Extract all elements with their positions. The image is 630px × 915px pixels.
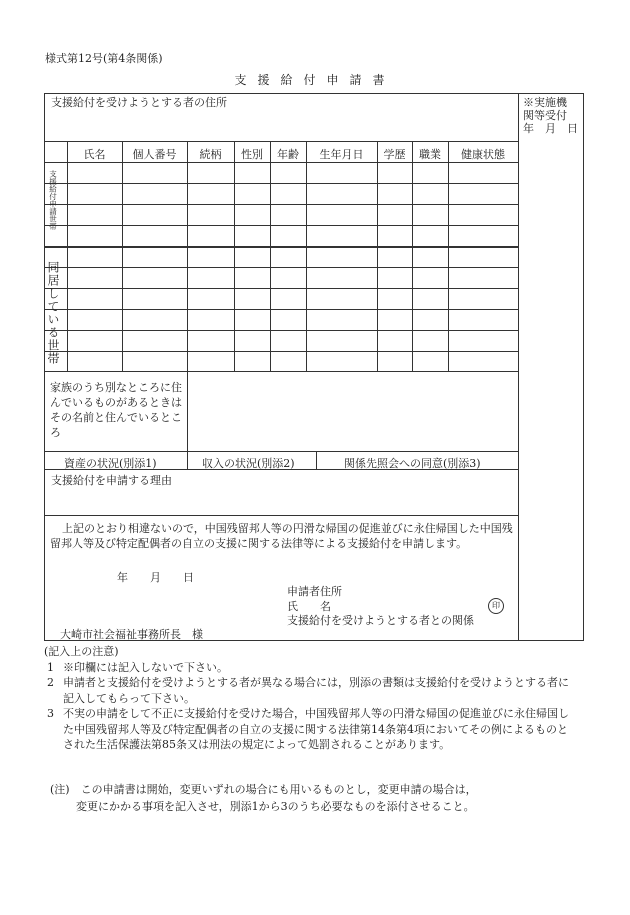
entry-notes bbox=[44, 644, 574, 753]
applicant-household-cell[interactable] bbox=[271, 184, 306, 204]
applicant-household-cell[interactable] bbox=[271, 163, 306, 183]
cohabiting-household-cell[interactable] bbox=[123, 247, 187, 267]
column-header: 学歴 bbox=[383, 148, 406, 161]
cohabiting-household-cell[interactable] bbox=[235, 352, 270, 371]
cohabiting-household-cell[interactable] bbox=[413, 352, 448, 371]
remark-line: (注) この申請書は開始，変更いずれの場合にも用いるものとし，変更申請の場合は， bbox=[50, 783, 477, 796]
cohabiting-household-cell[interactable] bbox=[413, 247, 448, 267]
applicant-household-cell[interactable] bbox=[449, 163, 518, 183]
status-consent: 関係先照会への同意(別添3) bbox=[344, 457, 481, 470]
cohabiting-household-cell[interactable] bbox=[449, 352, 518, 371]
status-assets: 資産の状況(別添1) bbox=[64, 457, 157, 470]
applicant-household-cell[interactable] bbox=[123, 226, 187, 246]
remark bbox=[50, 781, 580, 815]
document-title: 支援給付申請書 bbox=[234, 73, 396, 87]
recipient-line: 大崎市社会福祉事務所長 様 bbox=[60, 628, 203, 641]
applicant-household-cell[interactable] bbox=[188, 184, 234, 204]
cohabiting-household-cell[interactable] bbox=[307, 247, 377, 267]
cohabiting-household-cell[interactable] bbox=[68, 331, 122, 351]
applicant-name-label: 氏 名 bbox=[287, 600, 331, 613]
notes-heading: (記入上の注意) bbox=[44, 645, 119, 658]
applicant-household-cell[interactable] bbox=[449, 205, 518, 225]
cohabiting-household-cell[interactable] bbox=[123, 352, 187, 371]
cohabiting-household-cell[interactable] bbox=[378, 289, 412, 309]
applicant-household-cell[interactable] bbox=[235, 226, 270, 246]
reception-line: ※実施機 bbox=[523, 96, 567, 109]
applicant-household-cell[interactable] bbox=[123, 163, 187, 183]
applicant-household-cell[interactable] bbox=[378, 184, 412, 204]
cohabiting-household-cell[interactable] bbox=[123, 289, 187, 309]
applicant-household-cell[interactable] bbox=[188, 226, 234, 246]
cohabiting-household-cell[interactable] bbox=[68, 352, 122, 371]
note-number: 1 bbox=[47, 660, 54, 674]
column-header: 年齢 bbox=[277, 148, 299, 161]
column-header: 性別 bbox=[241, 148, 263, 161]
column-header: 個人番号 bbox=[132, 148, 177, 161]
applicant-household-cell[interactable] bbox=[307, 184, 377, 204]
applicant-household-cell[interactable] bbox=[413, 163, 448, 183]
cohabiting-household-cell[interactable] bbox=[307, 268, 377, 288]
applicant-household-cell[interactable] bbox=[413, 205, 448, 225]
applicant-address-label: 申請者住所 bbox=[287, 585, 342, 598]
seal-mark-icon: 印 bbox=[488, 598, 504, 614]
applicant-relation-label: 支援給付を受けようとする者との関係 bbox=[287, 614, 474, 627]
cohabiting-household-cell[interactable] bbox=[123, 331, 187, 351]
cohabiting-household-cell[interactable] bbox=[235, 289, 270, 309]
cohabiting-household-cell[interactable] bbox=[378, 268, 412, 288]
cohabiting-household-cell[interactable] bbox=[235, 310, 270, 330]
column-header: 職業 bbox=[419, 148, 441, 161]
applicant-household-cell[interactable] bbox=[235, 163, 270, 183]
applicant-household-cell[interactable] bbox=[378, 205, 412, 225]
rule bbox=[44, 515, 519, 516]
cohabiting-household-cell[interactable] bbox=[188, 289, 234, 309]
applicant-household-cell[interactable] bbox=[235, 205, 270, 225]
rule bbox=[187, 451, 188, 469]
cohabiting-household-cell[interactable] bbox=[378, 352, 412, 371]
column-header: 健康状態 bbox=[461, 148, 505, 161]
cohabiting-household-cell[interactable] bbox=[378, 247, 412, 267]
group-label-cohabiting-household: 同居している世帯 bbox=[46, 261, 60, 365]
applicant-household-cell[interactable] bbox=[378, 163, 412, 183]
column-header: 氏名 bbox=[83, 148, 106, 161]
cohabiting-household-cell[interactable] bbox=[68, 310, 122, 330]
cohabiting-household-cell[interactable] bbox=[123, 310, 187, 330]
cohabiting-household-cell[interactable] bbox=[271, 331, 306, 351]
cohabiting-household-cell[interactable] bbox=[68, 247, 122, 267]
note-number: 2 bbox=[47, 676, 54, 689]
declaration-text: 上記のとおり相違ないので，中国残留邦人等の円滑な帰国の促進並びに永住帰国した中国残留邦人等及び特定配偶者の自立の支援に関する法律等による支援給付を申請します。 bbox=[50, 522, 513, 550]
group-label-applicant-household: 支援給付申請世帯 bbox=[48, 170, 58, 230]
applicant-household-cell[interactable] bbox=[449, 184, 518, 204]
cohabiting-household-cell[interactable] bbox=[235, 331, 270, 351]
note-number: 3 bbox=[47, 707, 54, 720]
note-text: 不実の申請をして不正に支援給付を受けた場合，中国残留邦人等の円滑な帰国の促進並びに永住帰国した中国残留邦人等及び特定配偶者の自立の支援に関する法律第14条第4項においてその例によるものとされた生活保護法第85条又は刑法の規定によって処罰されることがあります。 bbox=[63, 707, 569, 751]
applicant-household-cell[interactable] bbox=[188, 205, 234, 225]
applicant-household-cell[interactable] bbox=[413, 184, 448, 204]
applicant-household-cell[interactable] bbox=[235, 184, 270, 204]
cohabiting-household-cell[interactable] bbox=[235, 247, 270, 267]
applicant-household-cell[interactable] bbox=[307, 226, 377, 246]
cohabiting-household-cell[interactable] bbox=[413, 331, 448, 351]
cohabiting-household-cell[interactable] bbox=[188, 352, 234, 371]
cohabiting-household-cell[interactable] bbox=[413, 310, 448, 330]
cohabiting-household-cell[interactable] bbox=[413, 268, 448, 288]
cohabiting-household-cell[interactable] bbox=[235, 268, 270, 288]
applicant-household-cell[interactable] bbox=[307, 205, 377, 225]
column-header: 続柄 bbox=[199, 148, 222, 161]
cohabiting-household-cell[interactable] bbox=[449, 268, 518, 288]
applicant-household-cell[interactable] bbox=[123, 184, 187, 204]
cohabiting-household-cell[interactable] bbox=[449, 289, 518, 309]
cohabiting-household-cell[interactable] bbox=[378, 331, 412, 351]
cohabiting-household-cell[interactable] bbox=[68, 289, 122, 309]
rule bbox=[44, 371, 519, 372]
applicant-household-cell[interactable] bbox=[378, 226, 412, 246]
reception-stamp-label bbox=[523, 96, 585, 135]
cohabiting-household-cell[interactable] bbox=[449, 310, 518, 330]
remark-line: 変更にかかる事項を記入させ，別添1から3のうち必要なものを添付させること。 bbox=[76, 800, 475, 813]
reception-line: 年 月 日 bbox=[523, 122, 578, 135]
cohabiting-household-cell[interactable] bbox=[123, 268, 187, 288]
reason-label: 支援給付を申請する理由 bbox=[51, 474, 172, 487]
cohabiting-household-cell[interactable] bbox=[413, 289, 448, 309]
cohabiting-household-cell[interactable] bbox=[188, 268, 234, 288]
reception-line: 関等受付 bbox=[523, 109, 567, 122]
rule bbox=[316, 451, 317, 469]
cohabiting-household-cell[interactable] bbox=[449, 331, 518, 351]
form-number: 様式第12号(第4条関係) bbox=[45, 52, 163, 65]
cohabiting-household-cell[interactable] bbox=[188, 310, 234, 330]
cohabiting-household-cell[interactable] bbox=[378, 310, 412, 330]
note-text: ※印欄には記入しないで下さい。 bbox=[63, 660, 228, 674]
rule bbox=[44, 451, 519, 452]
cohabiting-household-cell[interactable] bbox=[307, 331, 377, 351]
family-note-label: 家族のうち別なところに住んでいるものがあるときはその名前と住んでいるところ bbox=[50, 381, 182, 439]
applicant-household-cell[interactable] bbox=[123, 205, 187, 225]
address-label: 支援給付を受けようとする者の住所 bbox=[51, 96, 227, 109]
applicant-household-cell[interactable] bbox=[449, 226, 518, 246]
cohabiting-household-cell[interactable] bbox=[449, 247, 518, 267]
cohabiting-household-cell[interactable] bbox=[307, 310, 377, 330]
cohabiting-household-cell[interactable] bbox=[188, 331, 234, 351]
applicant-household-cell[interactable] bbox=[68, 205, 122, 225]
cohabiting-household-cell[interactable] bbox=[271, 352, 306, 371]
note-item bbox=[44, 675, 574, 706]
column-header: 生年月日 bbox=[319, 148, 364, 161]
applicant-household-cell[interactable] bbox=[307, 163, 377, 183]
cohabiting-household-cell[interactable] bbox=[271, 310, 306, 330]
applicant-household-cell[interactable] bbox=[271, 205, 306, 225]
rule bbox=[518, 93, 519, 641]
cohabiting-household-cell[interactable] bbox=[271, 289, 306, 309]
date-line: 年 月 日 bbox=[117, 571, 194, 584]
status-income: 収入の状況(別添2) bbox=[202, 457, 295, 470]
cohabiting-household-cell[interactable] bbox=[188, 247, 234, 267]
cohabiting-household-cell[interactable] bbox=[68, 268, 122, 288]
applicant-household-cell[interactable] bbox=[68, 184, 122, 204]
cohabiting-household-cell[interactable] bbox=[307, 289, 377, 309]
note-text: 申請者と支援給付を受けようとする者が異なる場合には，別添の書類は支援給付を受けようとする者に記入してもらって下さい。 bbox=[63, 676, 569, 705]
applicant-household-cell[interactable] bbox=[188, 163, 234, 183]
applicant-household-cell[interactable] bbox=[68, 163, 122, 183]
cohabiting-household-cell[interactable] bbox=[307, 352, 377, 371]
applicant-household-cell[interactable] bbox=[68, 226, 122, 246]
note-item bbox=[44, 706, 574, 753]
cohabiting-household-cell[interactable] bbox=[271, 247, 306, 267]
cohabiting-household-cell[interactable] bbox=[271, 268, 306, 288]
note-item bbox=[44, 660, 574, 676]
applicant-household-cell[interactable] bbox=[413, 226, 448, 246]
applicant-household-cell[interactable] bbox=[271, 226, 306, 246]
